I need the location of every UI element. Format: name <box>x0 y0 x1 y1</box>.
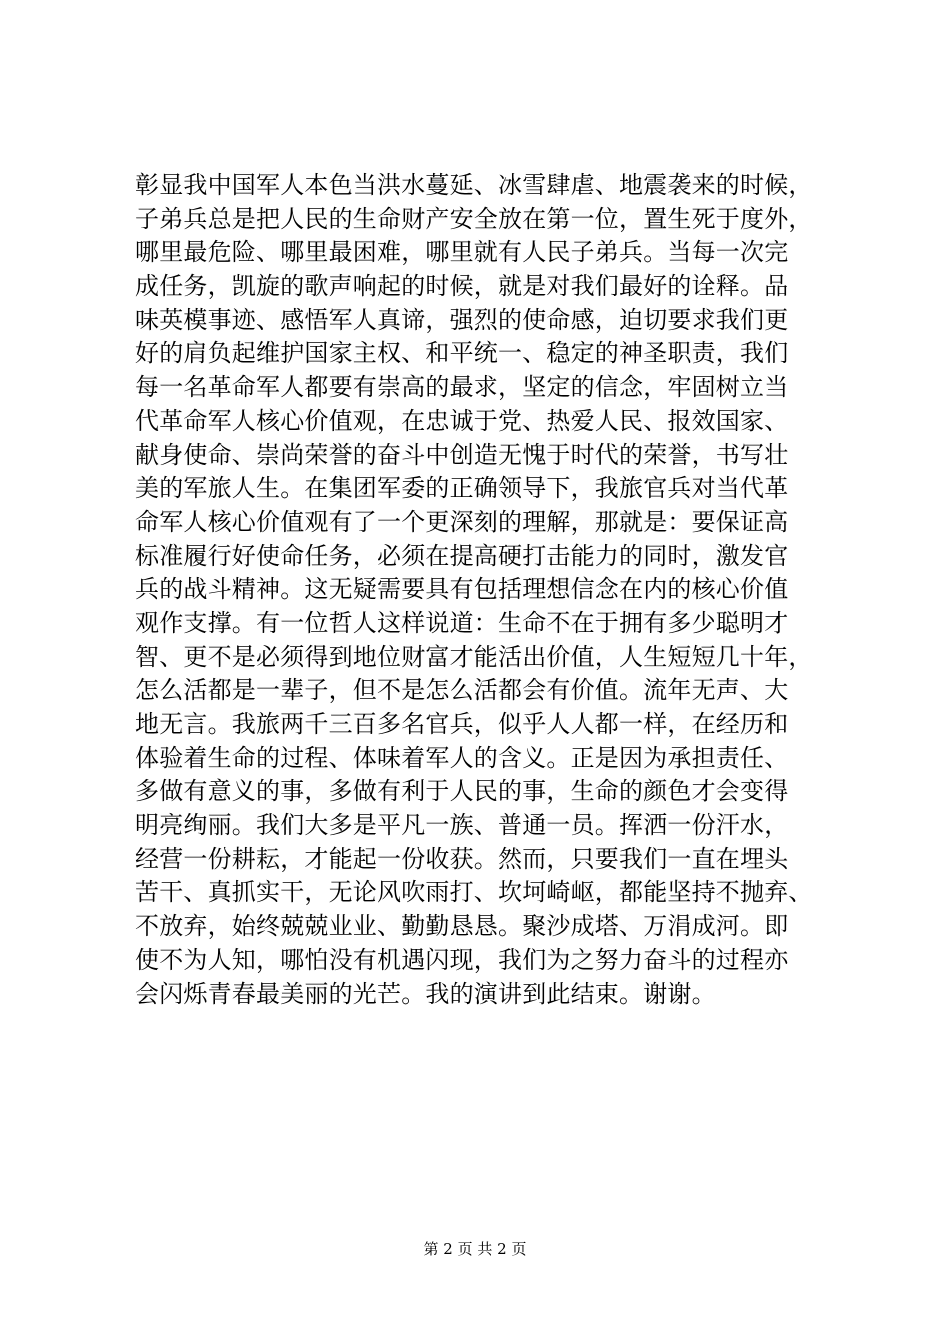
text-line: 地无言。我旅两千三百多名官兵，似乎人人都一样，在经历和 <box>135 710 789 738</box>
text-line: 多做有意义的事，多做有利于人民的事，生命的颜色才会变得 <box>135 777 789 806</box>
text-line: 使不为人知，哪怕没有机遇闪现，我们为之努力奋斗的过程亦 <box>135 945 789 974</box>
text-line: 兵的战斗精神。这无疑需要具有包括理想信念在内的核心价值 <box>135 575 789 604</box>
text-line: 子弟兵总是把人民的生命财产安全放在第一位，置生死于度外， <box>135 204 813 233</box>
text-line: 苦干、真抓实干，无论风吹雨打、坎坷崎岖，都能坚持不抛弃、 <box>135 878 813 907</box>
text-line: 不放弃，始终兢兢业业、勤勤恳恳。聚沙成塔、万涓成河。即 <box>135 912 789 941</box>
text-line: 怎么活都是一辈子，但不是怎么活都会有价值。流年无声、大 <box>135 676 789 705</box>
text-line: 成任务，凯旋的歌声响起的时候，就是对我们最好的诠释。品 <box>135 272 789 301</box>
document-body <box>135 169 825 1011</box>
text-line: 美的军旅人生。在集团军委的正确领导下，我旅官兵对当代革 <box>135 474 789 503</box>
text-line: 体验着生命的过程、体味着军人的含义。正是因为承担责任、 <box>135 743 789 772</box>
text-line: 会闪烁青春最美丽的光芒。我的演讲到此结束。谢谢。 <box>135 979 716 1008</box>
text-line: 味英模事迹、感悟军人真谛，强烈的使命感，迫切要求我们更 <box>135 305 789 334</box>
text-line: 好的肩负起维护国家主权、和平统一、稳定的神圣职责，我们 <box>135 339 789 368</box>
text-line: 每一名革命军人都要有崇高的最求，坚定的信念，牢固树立当 <box>135 373 789 402</box>
text-line: 经营一份耕耘，才能起一份收获。然而，只要我们一直在埋头 <box>135 844 789 873</box>
text-line: 代革命军人核心价值观，在忠诚于党、热爱人民、报效国家、 <box>135 406 789 435</box>
text-line: 献身使命、崇尚荣誉的奋斗中创造无愧于时代的荣誉，书写壮 <box>135 440 789 469</box>
page-number-footer: 第 2 页 共 2 页 <box>423 1240 527 1258</box>
text-line: 命军人核心价值观有了一个更深刻的理解，那就是：要保证高 <box>135 507 789 536</box>
text-line: 观作支撑。有一位哲人这样说道：生命不在于拥有多少聪明才 <box>135 608 789 637</box>
text-line: 智、更不是必须得到地位财富才能活出价值，人生短短几十年， <box>135 642 813 671</box>
text-line: 哪里最危险、哪里最困难，哪里就有人民子弟兵。当每一次完 <box>135 238 789 267</box>
text-line: 明亮绚丽。我们大多是平凡一族、普通一员。挥洒一份汗水， <box>135 811 789 840</box>
text-line: 彰显我中国军人本色当洪水蔓延、冰雪肆虐、地震袭来的时候， <box>135 171 813 199</box>
text-line: 标准履行好使命任务，必须在提高硬打击能力的同时，激发官 <box>135 541 789 570</box>
